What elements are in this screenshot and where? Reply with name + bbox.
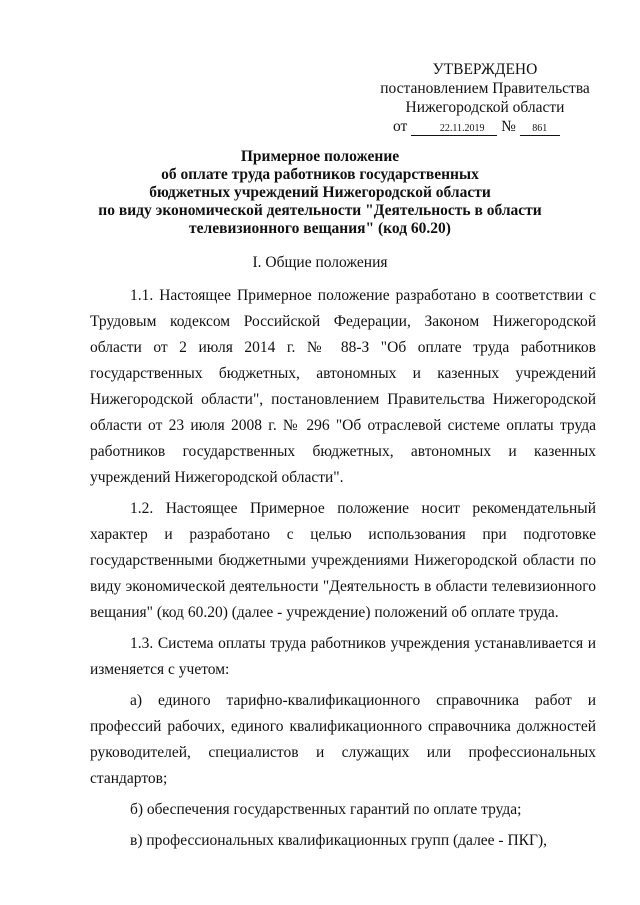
paragraph-item-a: а) единого тарифно-квалификационного справочника работ и профессий рабочих, единого квалификационного справочника должностей руководителей, специалистов и служащих или профессиональных стандартов; (90, 692, 596, 787)
approval-number: 861 (520, 123, 560, 136)
section-heading: I. Общие положения (252, 254, 388, 271)
paragraph-1-1: 1.1. Настоящее Примерное положение разработано в соответствии с Трудовым кодексом Российской Федерации, Законом Нижегородской области от 2 июля 2014 г. № 88-З "Об оплате труда работников государственных бюджетных, автономных и казенных учреждений Нижегородской области", постановлением Правительства Нижегородской области от 23 июля 2008 г. № 296 "Об отраслевой системе оплаты труда работников государственных бюджетных, автономных и казенных учреждений Нижегородской области". (90, 287, 596, 486)
title-line-5: телевизионного вещания" (код 60.20) (189, 220, 451, 237)
approval-date: 22.11.2019 (411, 123, 497, 136)
document-title (80, 148, 560, 238)
approval-region: Нижегородской области (405, 99, 565, 116)
paragraph-item-b: б) обеспечения государственных гарантий по оплате труда; (130, 801, 522, 818)
paragraph-item-v: в) профессиональных квалификационных групп (далее - ПКГ), (130, 832, 548, 849)
approval-stamp (375, 60, 595, 136)
approval-heading: УТВЕРЖДЕНО (432, 61, 538, 78)
approval-date-line (375, 117, 595, 136)
paragraph-1-2: 1.2. Настоящее Примерное положение носит рекомендательный характер и разработано с целью использования при подготовке государственными бюджетными учреждениями Нижегородской области по виду экономической деятельности "Деятельность в области телевизионного вещания" (код 60.20) (далее - учреждение) положений об оплате труда. (90, 500, 596, 621)
paragraph-1-3: 1.3. Система оплаты труда работников учреждения устанавливается и изменяется с учетом: (90, 635, 596, 678)
document-body (90, 283, 596, 854)
title-line-4: по виду экономической деятельности "Деятельность в области (98, 202, 542, 219)
title-line-3: бюджетных учреждений Нижегородской области (149, 184, 491, 201)
title-line-1: Примерное положение (240, 148, 400, 165)
approval-authority: постановлением Правительства (380, 80, 590, 97)
approval-number-sign: № (501, 118, 516, 135)
approval-date-prefix: от (393, 118, 408, 135)
title-line-2: об оплате труда работников государственных (161, 166, 479, 183)
